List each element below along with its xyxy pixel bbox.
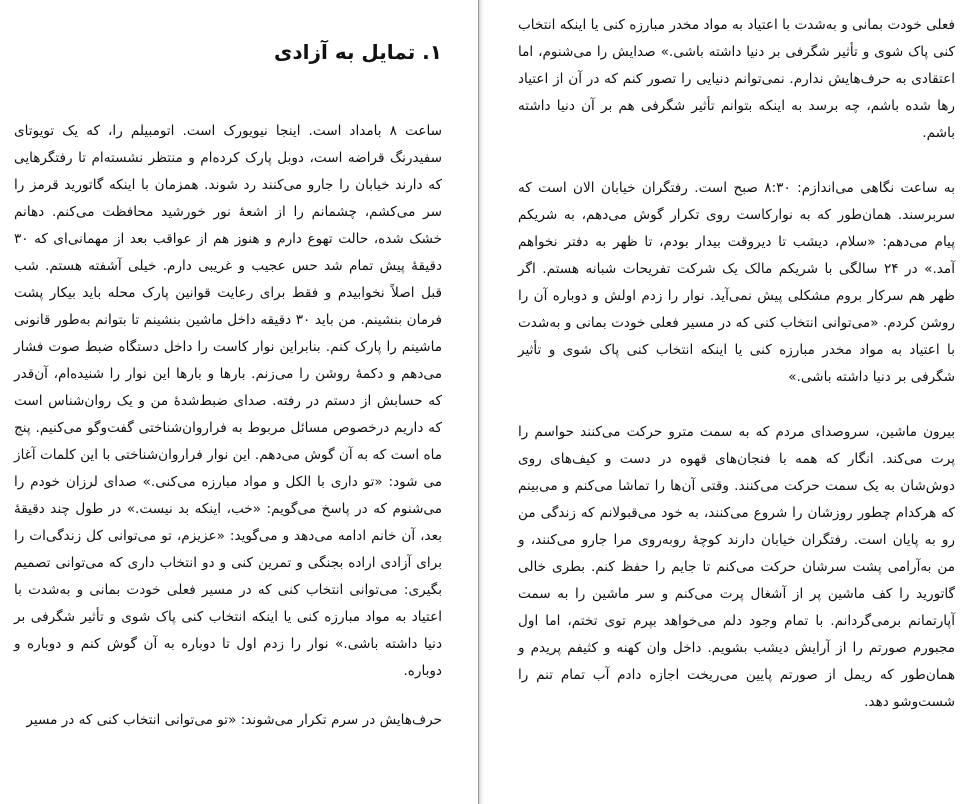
right-page — [484, 0, 967, 804]
paragraph: بیرون ماشین، سروصدای مردم که به سمت مترو حرکت می‌کنند حواسم را پرت می‌کند. انگار که همه با فنجان‌های قهوه در دست و کیف‌های روی دوش‌شان به یک سمت حرکت می‌کنند. وقتی آن‌ها را تماشا می‌کنم و می‌بینم که هرکدام چطور روزشان را شروع می‌کنند، به خود می‌قبولانم که زندگی من رو به پایان است. رفتگران خیابان دارند کوچهٔ روبه‌روی مرا جارو می‌کنند، و من به‌آرامی پشت سرشان حرکت می‌کنم تا جایم را حفظ کنم. بطری خالی گاتورید را کف ماشین پر از آشغال پرت می‌کنم و سر ماشین را به سمت آپارتمانم برمی‌گردانم. با تمام وجود دلم می‌خواهد بپرم توی تختم، اما اول مجبورم صورتم را از آرایش دیشب بشویم. داخل وان کهنه و کثیفم پریدم و همان‌طور که ریمل از صورتم پایین می‌ریخت اجازه دادم آب تمام تنم را شست‌وشو دهد. — [518, 424, 955, 710]
paragraph: فعلی خودت بمانی و به‌شدت با اعتیاد به مواد مخدر مبارزه کنی یا اینکه انتخاب کنی پاک شوی و تأثیر شگرفی بر دنیا داشته باشی.» صدایش را می‌شنوم، اما اعتقادی به حرف‌هایش ندارم. نمی‌توانم دنیایی را تصور کنم که در آن از اعتیاد رها شده باشم، چه برسد به اینکه بتوانم تأثیر شگرفی هم بر آن دنیا داشته باشم. — [518, 17, 955, 141]
left-page — [0, 0, 478, 804]
left-page-body — [14, 118, 442, 734]
paragraph: ساعت ۸ بامداد است. اینجا نیویورک است. اتومبیلم را، که یک تویوتای سفیدرنگ قراضه است، دوبل پارک کرده‌ام و منتظر نشسته‌ام تا رفتگرهایی که دارند خیابان را جارو می‌کنند رد شوند. همزمان با اینکه گاتورید قرمز را سر می‌کشم، چشمانم را از اشعهٔ نور خورشید محافظت می‌کنم. دهانم خشک شده، حالت تهوع دارم و هنوز هم از عواقب بعد از مهمانی‌ای که ۳۰ دقیقهٔ پیش تمام شد حس عجیب و غریبی دارم. خیلی آشفته هستم. شب قبل اصلاً نخوابیدم و فقط برای رعایت قوانین پارک محله باید بیکار پشت فرمان بنشینم. من باید ۳۰ دقیقه داخل ماشین بنشینم تا بتوانم به‌طور قانونی ماشینم را پارک کنم. بنابراین نوار کاست را داخل دستگاه ضبط صوت فشار می‌دهم و دکمهٔ روشن را می‌زنم. بارها و بارها این نوار را شنیده‌ام، آن‌قدر که حسابش از دستم در رفته. صدای ضبط‌شدهٔ من و یک روان‌شناس است که داریم درخصوص مسائل مربوط به فراروان‌شناختی گفت‌وگو می‌کنیم. پنج ماه است که به آن گوش می‌دهم. این نوار فراروان‌شناختی با این کلمات آغاز می شود: «تو داری با الکل و مواد مبارزه می‌کنی.» صدای لرزان خودم را می‌شنوم که در پاسخ می‌گویم: «خب، اینکه بد نیست.» در طول چند دقیقهٔ بعد، آن خانم ادامه می‌دهد و می‌گوید: «عزیزم، تو می‌توانی کل زندگی‌ات را برای آزادی اراده بجنگی و تمرین کنی و دو انتخاب داری که می‌توانی تصمیم بگیری: می‌توانی انتخاب کنی که در مسیر فعلی خودت بمانی و به‌شدت با اعتیاد به مواد مبارزه کنی یا اینکه انتخاب کنی پاک شوی و تأثیر شگرفی بر دنیا داشته باشی.» نوار را زدم اول تا دوباره به آن گوش کنم و دوباره و دوباره. — [14, 123, 442, 679]
paragraph: حرف‌هایش در سرم تکرار می‌شوند: «تو می‌توانی انتخاب کنی که در مسیر — [26, 712, 442, 728]
right-page-body — [518, 12, 955, 716]
paragraph: به ساعت نگاهی می‌اندازم: ۸:۳۰ صبح است. رفتگران خیابان الان است که سربرسند. همان‌طور که به نوارکاست روی تکرار گوش می‌دهم، به شریکم پیام می‌دهم: «سلام، دیشب تا دیروقت بیدار بودم، تا ظهر به دفتر نخواهم آمد.» در ۲۴ سالگی با شریکم مالک یک شرکت تفریحات شبانه هستم. اگر ظهر هم سرکار بروم مشکلی پیش نمی‌آید. نوار را زدم اولش و دوباره آن را روشن کردم. «می‌توانی انتخاب کنی که در مسیر فعلی خودت بمانی و به‌شدت با اعتیاد به مواد مخدر مبارزه کنی یا اینکه انتخاب کنی پاک شوی و تأثیر شگرفی بر دنیا داشته باشی.» — [518, 180, 955, 385]
chapter-title: ۱. تمایل به آزادی — [274, 40, 442, 64]
